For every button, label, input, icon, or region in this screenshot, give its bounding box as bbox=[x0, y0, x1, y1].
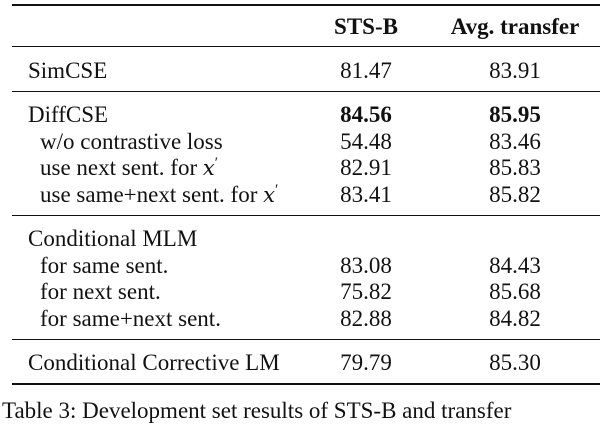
math-variable: x bbox=[202, 156, 215, 181]
row-label: Conditional MLM bbox=[28, 226, 198, 252]
math-variable: x bbox=[263, 182, 275, 207]
avg-transfer-value: 85.82 bbox=[430, 181, 600, 215]
row-label: for same sent. bbox=[40, 252, 169, 278]
avg-transfer-value: 85.68 bbox=[489, 279, 541, 305]
table-header-row bbox=[12, 5, 600, 47]
table-row bbox=[12, 155, 600, 182]
table-row bbox=[12, 305, 600, 339]
header-sts-b: STS-B bbox=[302, 5, 430, 47]
prime-symbol: ′ bbox=[274, 181, 279, 198]
table-row bbox=[12, 128, 600, 155]
avg-transfer-value: 84.82 bbox=[430, 305, 600, 339]
sts-b-value: 84.56 bbox=[340, 102, 392, 128]
avg-transfer-value: 83.91 bbox=[430, 47, 600, 92]
table-caption: Table 3: Development set results of STS-B and transfer bbox=[2, 398, 512, 423]
results-table-container bbox=[12, 4, 600, 385]
sts-b-value: 79.79 bbox=[302, 339, 430, 384]
row-label: Conditional Corrective LM bbox=[12, 339, 302, 384]
row-label-cell bbox=[12, 155, 302, 182]
results-table bbox=[12, 4, 600, 385]
avg-transfer-value: 83.46 bbox=[489, 128, 541, 154]
avg-transfer-value: 84.43 bbox=[489, 252, 541, 278]
avg-transfer-value: 85.83 bbox=[489, 155, 541, 181]
header-avg-transfer: Avg. transfer bbox=[430, 5, 600, 47]
sts-b-value: 75.82 bbox=[340, 279, 392, 305]
avg-transfer-value: 85.95 bbox=[489, 102, 541, 128]
row-label: DiffCSE bbox=[28, 102, 109, 128]
sts-b-value: 81.47 bbox=[302, 47, 430, 92]
row-label: w/o contrastive loss bbox=[40, 128, 223, 154]
avg-transfer-value: 85.30 bbox=[430, 339, 600, 384]
table-row bbox=[12, 252, 600, 279]
header-method bbox=[12, 5, 302, 47]
row-label-cell bbox=[12, 181, 302, 215]
row-label: for same+next sent. bbox=[12, 305, 302, 339]
table-row bbox=[12, 47, 600, 92]
sts-b-value: 82.88 bbox=[302, 305, 430, 339]
sts-b-value: 82.91 bbox=[340, 155, 392, 181]
avg-transfer-value bbox=[430, 215, 600, 252]
row-label: for next sent. bbox=[40, 279, 161, 305]
table-row bbox=[12, 215, 600, 252]
table-row bbox=[12, 279, 600, 306]
sts-b-value bbox=[302, 215, 430, 252]
sts-b-value: 54.48 bbox=[340, 128, 392, 154]
sts-b-value: 83.41 bbox=[302, 181, 430, 215]
prime-symbol: ′ bbox=[214, 155, 219, 172]
table-row bbox=[12, 181, 600, 215]
table-row bbox=[12, 339, 600, 384]
sts-b-value: 83.08 bbox=[340, 252, 392, 278]
row-label: use next sent. for bbox=[40, 155, 198, 181]
row-label: use same+next sent. for bbox=[40, 181, 258, 207]
row-label: SimCSE bbox=[12, 47, 302, 92]
table-row bbox=[12, 91, 600, 128]
